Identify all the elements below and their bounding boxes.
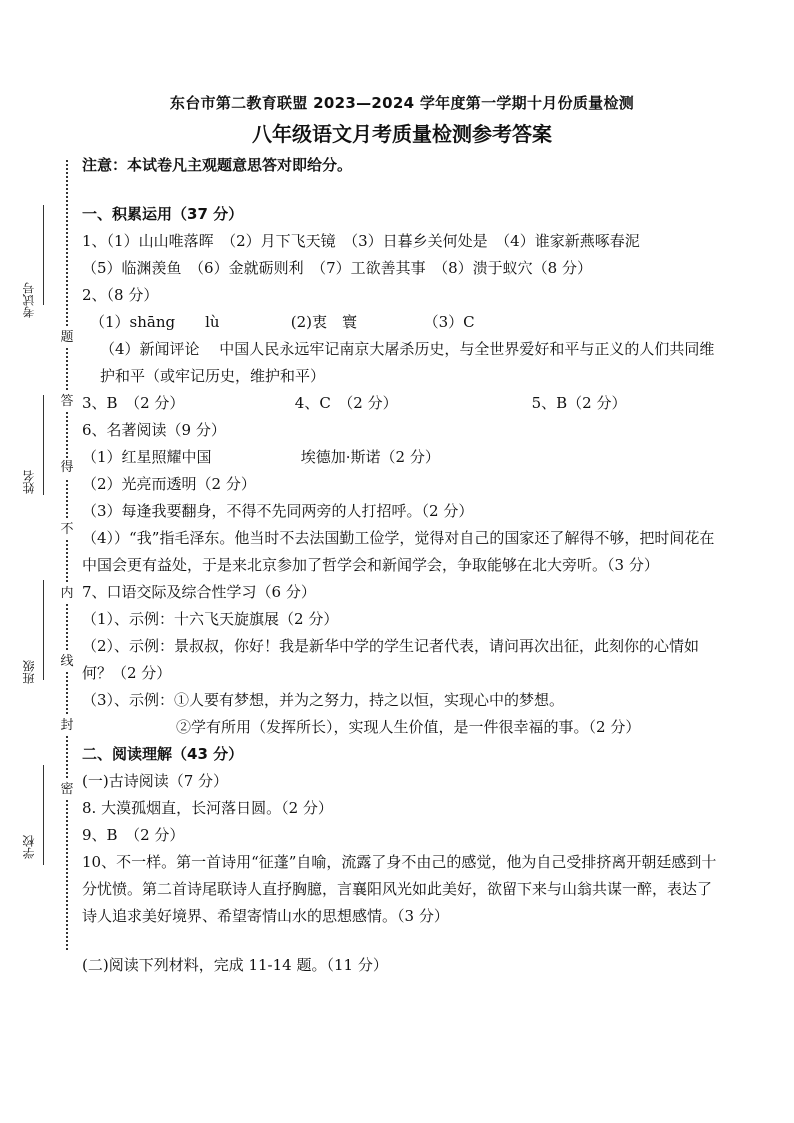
org-line: 东台市第二教育联盟 2023—2024 学年度第一学期十月份质量检测 — [169, 94, 635, 112]
seal-char: 答 — [57, 392, 77, 412]
q2-b: (2)衷 寰 — [290, 313, 358, 331]
q7-3a: （3）、示例：①人要有梦想，并为之努力，持之以恒，实现心中的梦想。 — [82, 691, 565, 709]
sub2: (二)阅读下列材料，完成 11-14 题。（11 分） — [82, 956, 388, 974]
sub1: (一)古诗阅读（7 分） — [82, 772, 229, 790]
q6-4: （4））“我”指毛泽东。他当时不去法国勤工俭学，觉得对自己的国家还了解得不够，把时间花在中国会更有益处，于是来北京参加了哲学会和新闻学会，争取能够在北大旁听。（3 分） — [82, 529, 715, 574]
q2-answers — [82, 309, 722, 336]
q7-3b: ②学有所用（发挥所长），实现人生价值，是一件很幸福的事。（2 分） — [176, 718, 641, 736]
page-title: 八年级语文月考质量检测参考答案 — [252, 122, 552, 146]
q7-2: （2）、示例：景叔叔，你好！我是新华中学的学生记者代表，请问再次出征，此刻你的心情如何？（2 分） — [82, 637, 700, 682]
q8: 8. 大漠孤烟直，长河落日圆。（2 分） — [82, 799, 333, 817]
q6-1b: 埃德加·斯诺（2 分） — [300, 448, 440, 466]
q6-3: （3）每逢我要翻身，不得不先同两旁的人打招呼。（2 分） — [82, 502, 474, 520]
q7-head: 7、口语交际及综合性学习（6 分） — [82, 583, 316, 601]
q1-line1: 1、（1）山山唯落晖 （2）月下飞天镜 （3）日暮乡关何处是 （4）谁家新燕啄春泥 — [82, 232, 640, 250]
q9: 9、B （2 分） — [82, 826, 185, 844]
q6-1 — [82, 444, 722, 471]
field-label-name: 姓名 — [22, 470, 36, 494]
q7-1: （1）、示例：十六飞天旋旗展（2 分） — [82, 610, 339, 628]
answer-sheet — [82, 90, 722, 979]
q4: 4、C （2 分） — [294, 394, 398, 412]
q6-head: 6、名著阅读（9 分） — [82, 421, 226, 439]
seal-char: 题 — [57, 328, 77, 348]
q6-1a: （1）红星照耀中国 — [82, 448, 212, 466]
q10: 10、不一样。第一首诗用“征蓬”自喻，流露了身不由己的感觉，他为自己受排挤离开朝廷感到十分忧愤。第二首诗尾联诗人直抒胸臆，言襄阳风光如此美好，欲留下来与山翁共谋一醉，表达了诗人追求美好境界、希望寄情山水的思想感情。（3 分） — [82, 853, 717, 925]
q2-a: （1）shāng lù — [90, 313, 220, 331]
seal-char: 线 — [57, 652, 77, 672]
field-label-exam-no: 考试号 — [22, 282, 36, 318]
note: 注意：本试卷凡主观题意思答对即给分。 — [82, 156, 353, 174]
binding-margin — [0, 0, 80, 1123]
q2-c: （3）C — [423, 313, 475, 331]
seal-char: 密 — [57, 780, 77, 800]
seal-char: 封 — [57, 716, 77, 736]
q6-2: （2）光亮而透明（2 分） — [82, 475, 256, 493]
field-label-class: 班级 — [22, 660, 36, 684]
q2-head: 2、（8 分） — [82, 286, 159, 304]
seal-char: 得 — [57, 458, 77, 478]
seal-char: 内 — [57, 584, 77, 604]
seal-char: 不 — [57, 520, 77, 540]
field-label-school: 学校 — [22, 835, 36, 859]
seal-dotted-line — [66, 160, 68, 950]
q3-5-row — [82, 390, 722, 417]
q3: 3、B （2 分） — [82, 394, 185, 412]
section1-heading: 一、积累运用（37 分） — [82, 205, 244, 223]
section2-heading: 二、阅读理解（43 分） — [82, 745, 244, 763]
q2-d: （4）新闻评论 中国人民永远牢记南京大屠杀历史，与全世界爱好和平与正义的人们共同维护和平（或牢记历史，维护和平） — [100, 340, 715, 385]
q1-line2: （5）临渊羡鱼 （6）金就砺则利 （7）工欲善其事 （8）溃于蚁穴（8 分） — [82, 259, 592, 277]
q5: 5、B（2 分） — [531, 394, 627, 412]
